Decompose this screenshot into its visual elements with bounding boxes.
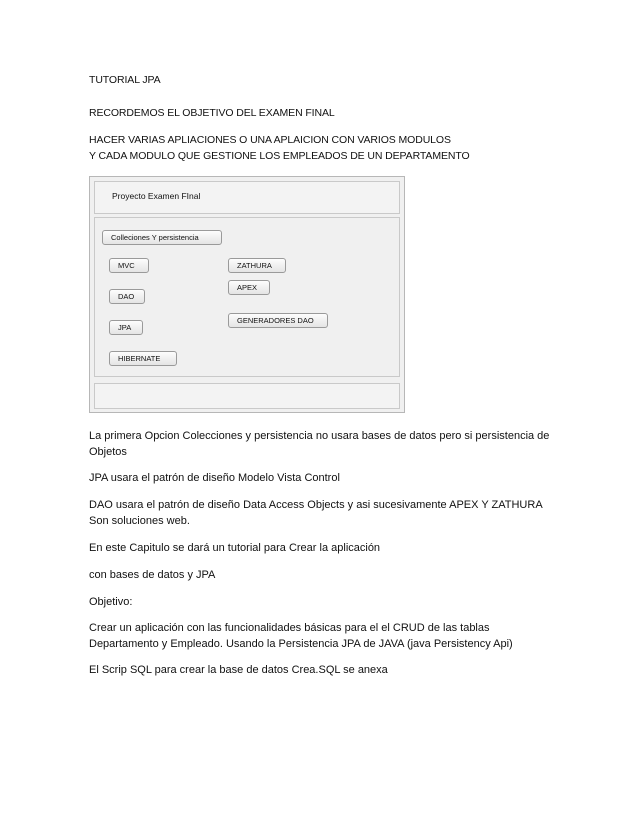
paragraph-script-sql: El Scrip SQL para crear la base de datos Crea.SQL se anexa: [89, 664, 388, 676]
app-screenshot: [89, 176, 405, 413]
paragraph-dao: DAO usara el patrón de diseño Data Access Objects y asi sucesivamente APEX Y ZATHURA Son soluciones web.: [89, 499, 543, 527]
paragraph-crud: Crear un aplicación con las funcionalidades básicas para el el CRUD de las tablas Departamento y Empleado. Usando la Persistencia JPA de JAVA (java Persistency Api): [89, 622, 513, 650]
document-heading: TUTORIAL JPA: [89, 74, 161, 86]
hibernate-button[interactable]: HIBERNATE: [109, 351, 177, 366]
jpa-button[interactable]: JPA: [109, 320, 143, 335]
apex-button[interactable]: APEX: [228, 280, 270, 295]
paragraph-bases-datos: con bases de datos y JPA: [89, 569, 216, 581]
paragraph-jpa: JPA usara el patrón de diseño Modelo Vista Control: [89, 472, 340, 484]
screenshot-title: Proyecto Examen FInal: [112, 191, 201, 201]
goal-line-1: HACER VARIAS APLIACIONES O UNA APLAICION CON VARIOS MODULOS: [89, 134, 451, 146]
objective-line: RECORDEMOS EL OBJETIVO DEL EXAMEN FINAL: [89, 107, 335, 119]
screenshot-footer-panel: [94, 383, 400, 409]
paragraph-objetivo: Objetivo:: [89, 596, 133, 608]
mvc-button[interactable]: MVC: [109, 258, 149, 273]
zathura-button[interactable]: ZATHURA: [228, 258, 286, 273]
colecciones-button[interactable]: Colleciones Y persistencia: [102, 230, 222, 245]
paragraph-capitulo: En este Capitulo se dará un tutorial para Crear la aplicación: [89, 542, 381, 554]
dao-button[interactable]: DAO: [109, 289, 145, 304]
paragraph-colecciones: La primera Opcion Colecciones y persistencia no usara bases de datos pero si persistencia de Objetos: [89, 430, 550, 458]
generadores-dao-button[interactable]: GENERADORES DAO: [228, 313, 328, 328]
goal-line-2: Y CADA MODULO QUE GESTIONE LOS EMPLEADOS DE UN DEPARTAMENTO: [89, 150, 470, 162]
